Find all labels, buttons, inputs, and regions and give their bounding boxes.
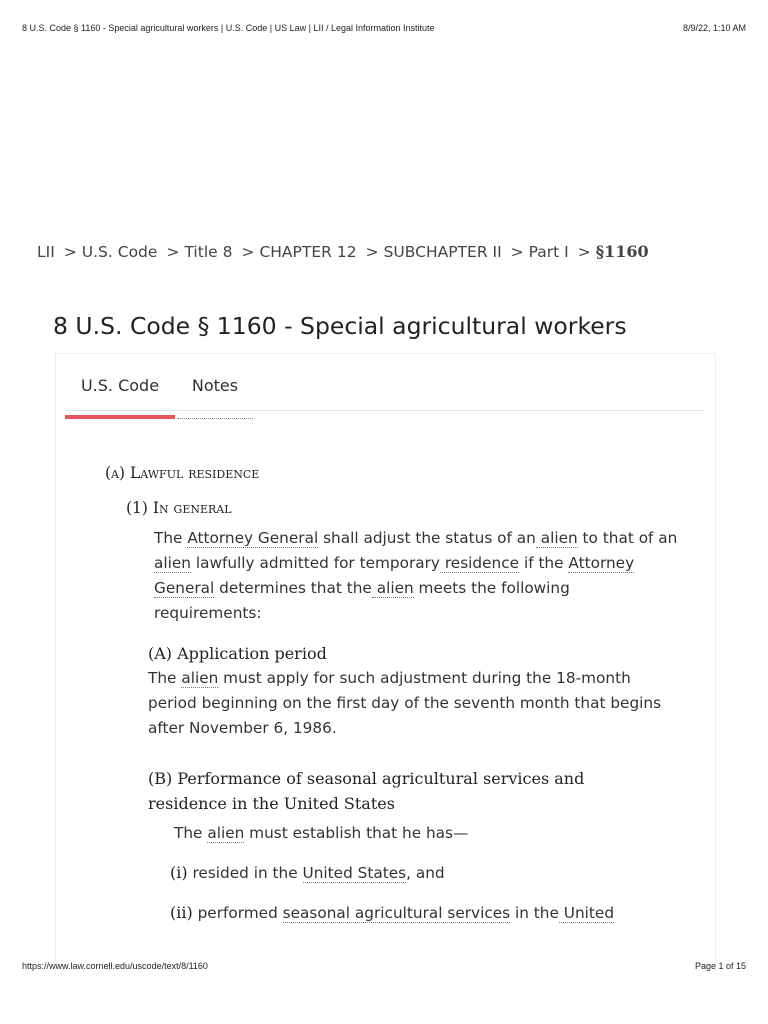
paragraph-1-text: The Attorney General shall adjust the status of an alien to that of an alien lawfully admitted for temporary residence if the Attorney General determines that the alien meets the following requirements:: [154, 529, 678, 622]
breadcrumb: [37, 242, 649, 261]
subparagraph-a-heading: (A) Application period: [148, 644, 327, 663]
breadcrumb-subchapter-ii[interactable]: SUBCHAPTER II: [383, 243, 502, 261]
term-residence[interactable]: residence: [439, 554, 520, 572]
term-united-states[interactable]: United States: [302, 864, 407, 882]
clause-ii: (ii) performed seasonal agricultural services in the United: [170, 903, 615, 922]
term-alien[interactable]: alien: [154, 554, 191, 572]
tab-bar: [65, 354, 705, 411]
breadcrumb-separator: >: [510, 243, 524, 261]
tab-notes[interactable]: Notes: [177, 376, 253, 419]
breadcrumb-separator: >: [241, 243, 255, 261]
breadcrumb-separator: >: [63, 243, 77, 261]
print-header-title: 8 U.S. Code § 1160 - Special agricultural workers | U.S. Code | US Law | LII / Legal Information Institute: [22, 23, 435, 33]
term-attorney-general[interactable]: Attorney General: [187, 529, 319, 547]
subparagraph-b-intro: The alien must establish that he has—: [174, 824, 469, 842]
term-alien[interactable]: alien: [181, 669, 219, 687]
paragraph-1-heading: (1) In general: [126, 499, 232, 517]
breadcrumb-separator: >: [365, 243, 379, 261]
section-a-heading: (a) Lawful residence: [105, 464, 260, 482]
breadcrumb-title-8[interactable]: Title 8: [184, 243, 233, 261]
breadcrumb-lii[interactable]: LII: [37, 243, 55, 261]
clause-i: (i) resided in the United States, and: [170, 863, 445, 882]
subparagraph-a-text: The alien must apply for such adjustment during the 18-month period beginning on the first day of the seventh month that begins after November 6, 1986.: [148, 669, 662, 737]
term-alien[interactable]: alien: [535, 529, 578, 547]
term-attorney-general[interactable]: Attorney General: [154, 554, 635, 597]
term-seasonal-agricultural-services[interactable]: seasonal agricultural services: [282, 904, 511, 922]
print-header: [22, 23, 746, 33]
term-united-states[interactable]: United: [558, 904, 615, 922]
breadcrumb-separator: >: [577, 243, 591, 261]
content-panel: [55, 353, 716, 974]
breadcrumb-part-i[interactable]: Part I: [528, 243, 569, 261]
term-alien[interactable]: alien: [371, 579, 414, 597]
subparagraph-b-heading: (B) Performance of seasonal agricultural services and residence in the United States: [148, 769, 585, 813]
breadcrumb-us-code[interactable]: U.S. Code: [81, 243, 158, 261]
print-footer-url: https://www.law.cornell.edu/uscode/text/8/1160: [22, 961, 208, 971]
print-header-datetime: 8/9/22, 1:10 AM: [682, 23, 746, 33]
breadcrumb-chapter-12[interactable]: CHAPTER 12: [259, 243, 357, 261]
breadcrumb-current: §1160: [595, 242, 649, 261]
term-alien[interactable]: alien: [207, 824, 245, 842]
tab-us-code[interactable]: U.S. Code: [65, 376, 175, 419]
print-footer: [22, 961, 746, 971]
breadcrumb-separator: >: [166, 243, 180, 261]
print-footer-page: Page 1 of 15: [694, 961, 746, 971]
page-title: 8 U.S. Code § 1160 - Special agricultural workers: [53, 312, 627, 340]
